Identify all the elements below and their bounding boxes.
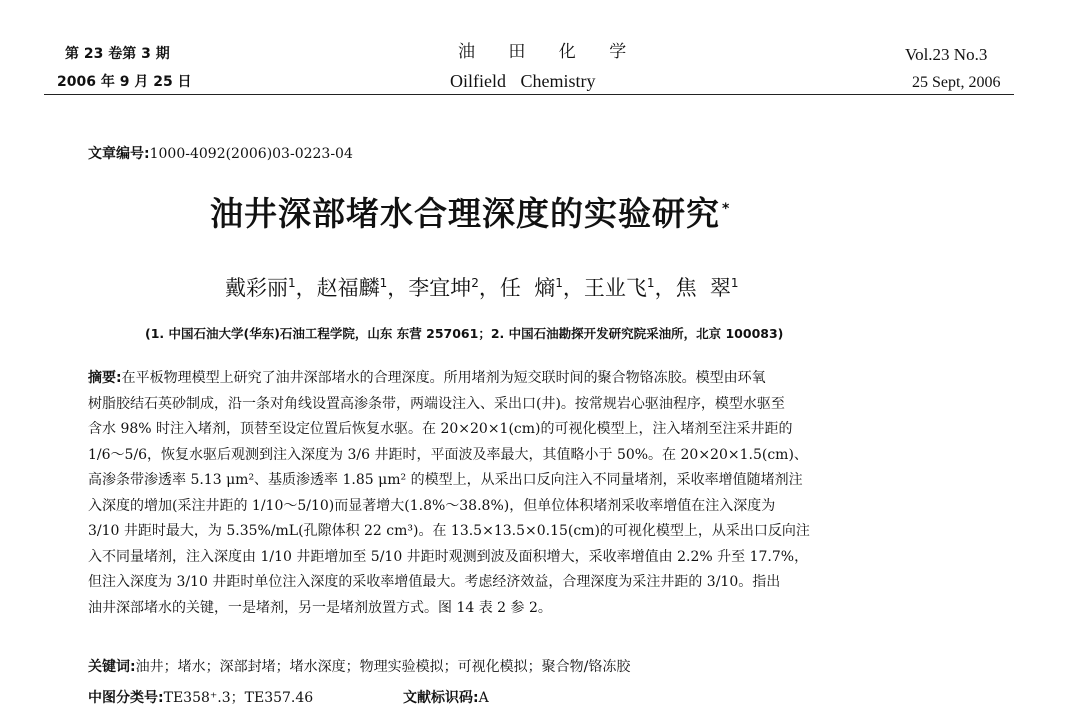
author-affiliation-mark: 1: [730, 276, 739, 290]
author-separator: ，: [387, 276, 409, 300]
title-footnote-mark: *: [722, 201, 731, 217]
author-name: 王业飞: [583, 276, 647, 300]
abstract-line: 3/10 井距时最大，为 5.35%/mL(孔隙体积 22 cm³)。在 13.5×13.5×0.15(cm)的可视化模型上，从采出口反向注: [88, 523, 810, 539]
journal-date-cn: 2006 年 9 月 25 日: [57, 74, 192, 90]
article-number-value: 1000-4092(2006)03-0223-04: [149, 146, 353, 162]
author-name: 任 熵: [499, 276, 556, 300]
classification-code: TE358⁺.3；TE357.46: [163, 690, 314, 706]
document-code: [403, 687, 489, 707]
affiliations: (1. 中国石油大学(华东)石油工程学院，山东 东营 257061；2. 中国石油勘探开发研究院采油所，北京 100083): [145, 326, 784, 341]
abstract: [88, 366, 1008, 621]
author-name: 赵福麟: [316, 276, 380, 300]
keywords-text: 油井；堵水；深部封堵；堵水深度；物理实验模拟；可视化模拟；聚合物/铬冻胶: [135, 659, 631, 675]
author-name: 戴彩丽: [225, 276, 288, 300]
abstract-line: 但注入深度为 3/10 井距时单位注入深度的采收率增值最大。考虑经济效益，合理深度为采注井距的 3/10。指出: [88, 574, 781, 590]
article-title: [210, 188, 730, 235]
journal-name-cn: 油 田 化 学: [458, 42, 641, 62]
author-name: 焦 翠: [675, 276, 731, 300]
author-name: 李宜坤: [408, 276, 472, 300]
journal-issue-cn: 第 23 卷第 3 期: [65, 46, 170, 62]
header-rule: [44, 94, 1014, 95]
classification-label: 中图分类号:: [88, 690, 164, 706]
abstract-line: 1/6～5/6，恢复水驱后观测到注入深度为 3/6 井距时，平面波及率最大，其值略小于 50%。在 20×20×1.5(cm)、: [88, 446, 808, 463]
abstract-line: 入不同量堵剂，注入深度由 1/10 井距增加至 5/10 井距时观测到波及面积增大，采收率增值由 2.2% 升至 17.7%，: [88, 548, 809, 565]
abstract-line: 高渗条带渗透率 5.13 μm²、基质渗透率 1.85 μm² 的模型上，从采出口反向注入不同量堵剂，采收率增值随堵剂注: [88, 472, 803, 488]
author-affiliation-mark: 1: [379, 276, 388, 290]
author-affiliation-mark: 1: [555, 276, 563, 290]
document-code-label: 文献标识码:: [403, 690, 479, 706]
document-code-value: A: [478, 690, 489, 706]
author-separator: ，: [562, 276, 584, 300]
keywords: [88, 656, 630, 676]
abstract-line: [88, 366, 1008, 392]
keywords-label: 关键词:: [88, 659, 136, 675]
author-affiliation-mark: 1: [646, 276, 655, 290]
abstract-label: 摘要:: [88, 370, 122, 386]
article-number-label: 文章编号:: [88, 146, 150, 162]
author-list: [225, 272, 739, 302]
classification: [88, 687, 313, 707]
author-separator: ，: [478, 276, 500, 300]
author-affiliation-mark: 1: [288, 276, 296, 290]
abstract-line: 油井深部堵水的关键，一是堵剂，另一是堵剂放置方式。图 14 表 2 参 2。: [88, 599, 552, 616]
abstract-line: 树脂胶结石英砂制成，沿一条对角线设置高渗条带，两端设注入、采出口(井)。按常规岩心驱油程序，模型水驱至: [88, 395, 785, 412]
article-title-text: 油井深部堵水合理深度的实验研究: [210, 194, 720, 233]
author-separator: ，: [654, 276, 676, 300]
abstract-line: 含水 98% 时注入堵剂，顶替至设定位置后恢复水驱。在 20×20×1(cm)的可视化模型上，注入堵剂至注采井距的: [88, 421, 793, 437]
abstract-text: 在平板物理模型上研究了油井深部堵水的合理深度。所用堵剂为短交联时间的聚合物铬冻胶。模型由环氧: [121, 370, 766, 386]
author-affiliation-mark: 2: [471, 276, 479, 290]
journal-issue-en: Vol.23 No.3: [905, 45, 988, 64]
journal-date-en: 25 Sept, 2006: [912, 74, 1001, 91]
author-separator: ，: [295, 276, 317, 300]
article-number: [88, 143, 353, 163]
abstract-line: 入深度的增加(采注井距的 1/10～5/10)而显著增大(1.8%～38.8%)，但单位体积堵剂采收率增值在注入深度为: [88, 497, 776, 514]
journal-name-en: Oilfield Chemistry: [450, 71, 596, 91]
